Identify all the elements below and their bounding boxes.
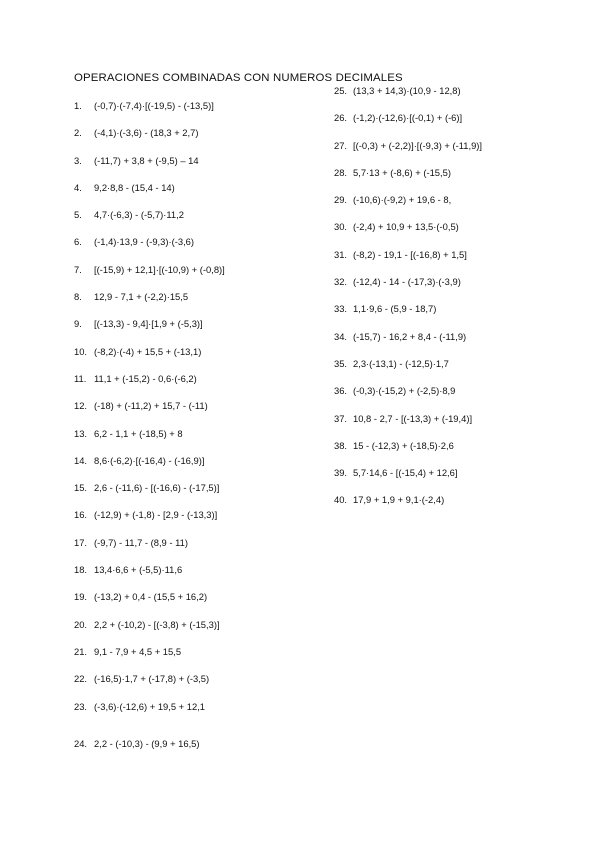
exercise-expression: (-1,4)·13,9 - (-9,3)·(-3,6) xyxy=(94,236,195,248)
exercise-expression: (-10,6)·(-9,2) + 19,6 - 8, xyxy=(353,194,452,206)
exercise-item xyxy=(74,537,225,564)
exercise-item xyxy=(74,455,225,482)
exercise-number: 26. xyxy=(334,112,348,124)
exercise-number: 30. xyxy=(334,221,348,233)
exercise-item xyxy=(334,358,482,385)
exercise-number: 34. xyxy=(334,330,348,342)
exercise-expression: 2,6 - (-11,6) - [(-16,6) - (-17,5)] xyxy=(94,482,220,494)
exercise-expression: [(-13,3) - 9,4]·[1,9 + (-5,3)] xyxy=(94,318,203,330)
exercise-item xyxy=(334,140,482,167)
exercise-number: 23. xyxy=(74,700,88,712)
exercise-item xyxy=(74,100,225,127)
exercise-item xyxy=(334,249,482,276)
exercise-number: 9. xyxy=(74,318,82,330)
exercise-number: 40. xyxy=(334,494,348,506)
exercise-item xyxy=(334,494,482,521)
exercise-number: 14. xyxy=(74,454,88,466)
exercise-number: 3. xyxy=(74,154,82,166)
exercise-expression: 10,8 - 2,7 - [(-13,3) + (-19,4)] xyxy=(353,412,473,424)
exercise-item xyxy=(74,619,225,646)
exercise-number: 5. xyxy=(74,209,82,221)
exercise-expression: 9,1 - 7,9 + 4,5 + 15,5 xyxy=(94,645,182,657)
exercise-item xyxy=(74,400,225,427)
exercise-number: 15. xyxy=(74,482,88,494)
exercise-number: 36. xyxy=(334,385,348,397)
exercise-item xyxy=(74,155,225,182)
exercise-item xyxy=(334,112,482,139)
exercise-number: 6. xyxy=(74,236,82,248)
exercise-expression: (-11,7) + 3,8 + (-9,5) – 14 xyxy=(94,154,199,166)
exercise-expression: 12,9 - 7,1 + (-2,2)·15,5 xyxy=(94,291,189,303)
exercise-expression: 13,4·6,6 + (-5,5)·11,6 xyxy=(94,564,183,576)
exercise-expression: 11,1 + (-15,2) - 0,6·(-6,2) xyxy=(94,372,197,384)
exercise-item xyxy=(74,318,225,345)
exercise-number: 17. xyxy=(74,536,88,548)
exercise-number: 25. xyxy=(334,85,348,96)
exercise-item xyxy=(74,738,225,765)
exercise-expression: 2,2 + (-10,2) - [(-3,8) + (-15,3)] xyxy=(94,618,220,630)
exercise-item xyxy=(334,276,482,303)
exercise-number: 27. xyxy=(334,139,348,151)
exercise-number: 1. xyxy=(74,100,82,111)
exercise-number: 20. xyxy=(74,618,88,630)
exercise-item xyxy=(74,182,225,209)
exercise-expression: (-1,2)·(-12,6)·[(-0,1) + (-6)] xyxy=(353,112,463,124)
exercise-list-right xyxy=(334,85,482,522)
exercise-number: 13. xyxy=(74,427,88,439)
exercise-expression: (-2,4) + 10,9 + 13,5·(-0,5) xyxy=(353,221,459,233)
exercise-number: 35. xyxy=(334,357,348,369)
exercise-expression: 2,2 - (-10,3) - (9,9 + 16,5) xyxy=(94,737,200,749)
exercise-number: 32. xyxy=(334,276,348,288)
exercise-number: 28. xyxy=(334,166,348,178)
exercise-expression: [(-15,9) + 12,1]·[(-10,9) + (-0,8)] xyxy=(94,263,225,275)
exercise-item xyxy=(334,413,482,440)
exercise-expression: 15 - (-12,3) + (-18,5)·2,6 xyxy=(353,439,454,451)
exercise-item xyxy=(74,264,225,291)
exercise-number: 37. xyxy=(334,412,348,424)
exercise-expression: 1,1·9,6 - (5,9 - 18,7) xyxy=(353,303,437,315)
exercise-item xyxy=(74,673,225,700)
exercise-item xyxy=(74,564,225,591)
exercise-expression: (-3,6)·(-12,6) + 19,5 + 12,1 xyxy=(94,700,205,712)
exercise-expression: 5,7·14,6 - [(-15,4) + 12,6] xyxy=(353,467,458,479)
exercise-expression: (-18) + (-11,2) + 15,7 - (-11) xyxy=(94,400,208,412)
exercise-item xyxy=(334,167,482,194)
exercise-expression: (-4,1)·(-3,6) - (18,3 + 2,7) xyxy=(94,127,199,139)
exercise-expression: [(-0,3) + (-2,2)]·[(-9,3) + (-11,9)] xyxy=(353,139,483,151)
exercise-number: 38. xyxy=(334,439,348,451)
exercise-number: 22. xyxy=(74,673,88,685)
exercise-item xyxy=(74,236,225,263)
exercise-item xyxy=(334,467,482,494)
exercise-expression: (-15,7) - 16,2 + 8,4 - (-11,9) xyxy=(353,330,467,342)
exercise-expression: (-9,7) - 11,7 - (8,9 - 11) xyxy=(94,536,188,548)
exercise-number: 7. xyxy=(74,263,82,275)
exercise-item xyxy=(74,509,225,536)
exercise-item xyxy=(74,646,225,673)
exercise-expression: 2,3·(-13,1) - (-12,5)·1,7 xyxy=(353,357,449,369)
exercise-expression: 17,9 + 1,9 + 9,1·(-2,4) xyxy=(353,494,445,506)
exercise-expression: 8,6·(-6,2)·[(-16,4) - (-16,9)] xyxy=(94,454,205,466)
exercise-item xyxy=(74,373,225,400)
exercise-number: 10. xyxy=(74,345,88,357)
exercise-item xyxy=(74,291,225,318)
exercise-number: 12. xyxy=(74,400,88,412)
exercise-number: 2. xyxy=(74,127,82,139)
exercise-expression: (-13,2) + 0,4 - (15,5 + 16,2) xyxy=(94,591,208,603)
exercise-item xyxy=(74,482,225,509)
exercise-item xyxy=(334,85,482,112)
exercise-list-left xyxy=(74,100,225,765)
exercise-number: 33. xyxy=(334,303,348,315)
exercise-expression: (-12,9) + (-1,8) - [2,9 - (-13,3)] xyxy=(94,509,218,521)
exercise-number: 18. xyxy=(74,564,88,576)
exercise-expression: (-8,2)·(-4) + 15,5 + (-13,1) xyxy=(94,345,202,357)
exercise-number: 8. xyxy=(74,291,82,303)
exercise-item xyxy=(334,303,482,330)
exercise-item xyxy=(334,385,482,412)
exercise-number: 24. xyxy=(74,737,88,749)
exercise-number: 16. xyxy=(74,509,88,521)
exercise-number: 39. xyxy=(334,467,348,479)
exercise-number: 19. xyxy=(74,591,88,603)
exercise-number: 29. xyxy=(334,194,348,206)
exercise-item xyxy=(334,440,482,467)
exercise-expression: (-0,7)·(-7,4)·[(-19,5) - (-13,5)] xyxy=(94,100,214,111)
exercise-number: 31. xyxy=(334,248,348,260)
exercise-expression: 4,7·(-6,3) - (-5,7)·11,2 xyxy=(94,209,184,221)
exercise-item xyxy=(74,346,225,373)
exercise-expression: 9,2·8,8 - (15,4 - 14) xyxy=(94,181,175,193)
exercise-item xyxy=(74,591,225,618)
exercise-number: 21. xyxy=(74,645,88,657)
page-title: OPERACIONES COMBINADAS CON NUMEROS DECIMALES xyxy=(74,72,403,84)
exercise-item xyxy=(74,701,225,728)
exercise-item xyxy=(74,127,225,154)
exercise-number: 4. xyxy=(74,181,82,193)
exercise-expression: 6,2 - 1,1 + (-18,5) + 8 xyxy=(94,427,183,439)
exercise-item xyxy=(74,428,225,455)
exercise-expression: (-12,4) - 14 - (-17,3)·(-3,9) xyxy=(353,276,461,288)
exercise-expression: (-16,5)·1,7 + (-17,8) + (-3,5) xyxy=(94,673,210,685)
exercise-item xyxy=(334,194,482,221)
exercise-expression: (-0,3)·(-15,2) + (-2,5)·8,9 xyxy=(353,385,456,397)
exercise-item xyxy=(334,221,482,248)
exercise-item xyxy=(334,331,482,358)
exercise-expression: (-8,2) - 19,1 - [(-16,8) + 1,5] xyxy=(353,248,467,260)
exercise-expression: 5,7·13 + (-8,6) + (-15,5) xyxy=(353,166,451,178)
exercise-item xyxy=(74,209,225,236)
exercise-expression: (13,3 + 14,3)·(10,9 - 12,8) xyxy=(353,85,461,96)
exercise-number: 11. xyxy=(74,372,87,384)
